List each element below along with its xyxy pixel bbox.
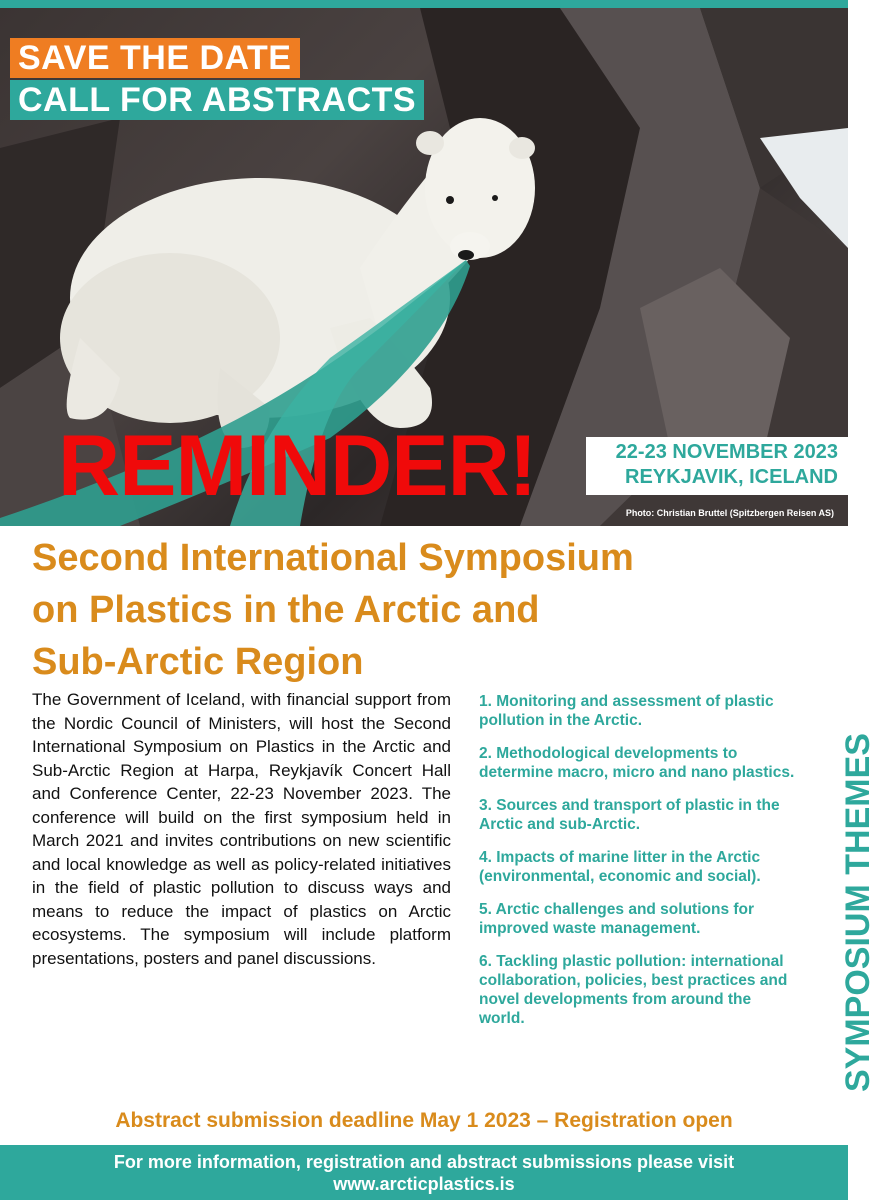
- themes-list: [479, 692, 799, 1042]
- theme-item: 2. Methodological developments to determine macro, micro and nano plastics.: [479, 745, 795, 781]
- call-for-abstracts-label: CALL FOR ABSTRACTS: [10, 80, 424, 120]
- symposium-description: The Government of Iceland, with financial support from the Nordic Council of Ministers, will host the Second International Symposium on Plastics in the Arctic and Sub-Arctic Region at Harpa, Reykjavík Concert Hall and Conference Center, 22-23 November 2023. The conference will build on the first symposium held in March 2021 and invites contributions on new scientific and local knowledge as well as policy-related initiatives in the field of plastic pollution to discuss ways and means to reduce the impact of plastics on Arctic ecosystems. The symposium will include platform presentations, posters and panel discussions.: [32, 690, 451, 968]
- footer-bar: [0, 1145, 848, 1200]
- theme-item: 1. Monitoring and assessment of plastic pollution in the Arctic.: [479, 693, 774, 729]
- theme-item: 6. Tackling plastic pollution: international collaboration, policies, best practices and novel developments from around the world.: [479, 953, 788, 1027]
- event-date-box: [586, 437, 848, 495]
- theme-item: 4. Impacts of marine litter in the Arctic (environmental, economic and social).: [479, 849, 761, 885]
- event-location: REYKJAVIK, ICELAND: [625, 466, 838, 488]
- save-the-date-label: SAVE THE DATE: [10, 38, 300, 78]
- title-line-2: on Plastics in the Arctic and: [32, 589, 540, 631]
- footer-info: For more information, registration and abstract submissions please visit: [113, 1152, 735, 1172]
- theme-item: 5. Arctic challenges and solutions for improved waste management.: [479, 901, 755, 937]
- themes-heading: SYMPOSIUM THEMES: [839, 733, 877, 1092]
- reminder-heading: REMINDER!: [58, 418, 537, 514]
- event-date: 22-23 NOVEMBER 2023: [615, 441, 838, 463]
- website-link[interactable]: www.arcticplastics.is: [333, 1174, 515, 1194]
- title-line-1: Second International Symposium: [32, 537, 634, 579]
- photo-credit: Photo: Christian Bruttel (Spitzbergen Reisen AS): [625, 508, 834, 518]
- top-accent-bar: [0, 0, 848, 8]
- title-line-3: Sub-Arctic Region: [32, 641, 364, 683]
- deadline-notice: Abstract submission deadline May 1 2023 – Registration open: [115, 1109, 733, 1132]
- symposium-title: [32, 532, 792, 688]
- theme-item: 3. Sources and transport of plastic in the Arctic and sub-Arctic.: [479, 797, 780, 833]
